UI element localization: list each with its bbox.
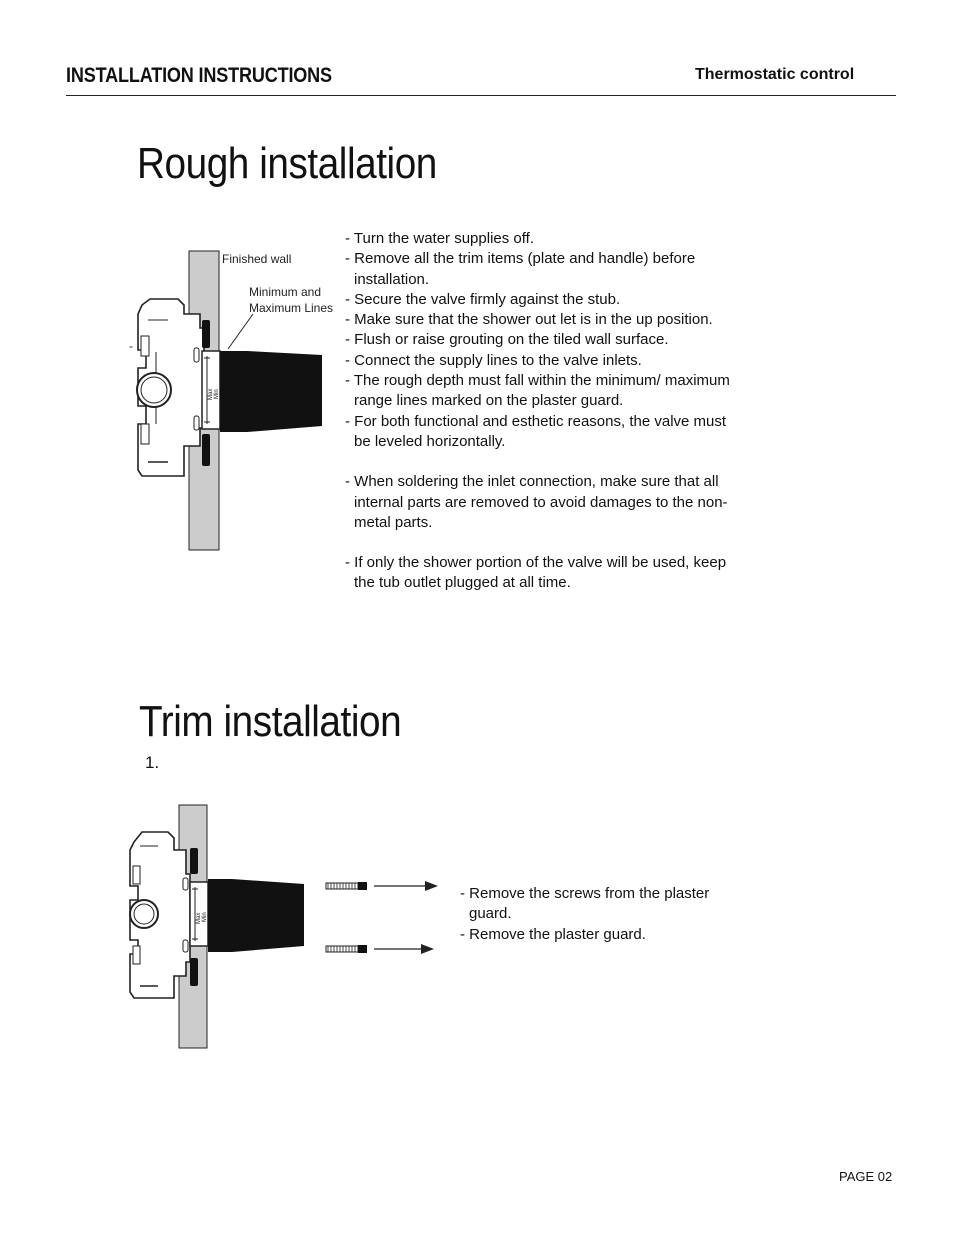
diagram-dash-mark: - xyxy=(129,339,133,353)
document-header-title: INSTALLATION INSTRUCTIONS xyxy=(66,64,332,87)
list-item: - Turn the water supplies off. xyxy=(345,230,534,247)
screw-top xyxy=(326,882,367,890)
rough-installation-diagram xyxy=(128,248,368,554)
trim-installation-steps xyxy=(460,884,720,945)
plaster-guard-stop xyxy=(202,320,210,348)
trim-installation-title: Trim installation xyxy=(139,697,402,746)
rough-installation-title: Rough installation xyxy=(137,139,437,188)
plaster-guard-stop xyxy=(190,958,198,986)
min-max-leader-line xyxy=(228,314,253,349)
valve-cartridge xyxy=(137,373,171,407)
max-line-label: Max xyxy=(208,388,214,400)
trim-installation-diagram xyxy=(124,802,444,1054)
plaster-guard-stop xyxy=(202,434,210,466)
list-item: - Remove the plaster guard. xyxy=(460,925,646,943)
header-divider xyxy=(66,95,896,96)
document-header-subtitle: Thermostatic control xyxy=(695,66,855,83)
max-line-label: Max xyxy=(196,912,202,924)
list-item: - Flush or raise grouting on the tiled wall surface. xyxy=(345,331,669,349)
min-max-label-line1: Minimum and xyxy=(249,285,322,299)
page-number: PAGE 02 xyxy=(839,1169,893,1184)
finished-wall-label: Finished wall xyxy=(222,252,292,266)
arrow-right-icon xyxy=(374,944,434,954)
arrow-right-icon xyxy=(374,881,438,891)
plaster-guard xyxy=(220,351,322,432)
list-item: - Remove the screws from the plaster guard. xyxy=(460,885,710,923)
list-item: - Remove all the trim items (plate and handle) before installation. xyxy=(345,250,696,288)
plaster-guard-stop xyxy=(190,848,198,874)
list-item: - For both functional and esthetic reasons, the valve must be leveled horizontally. xyxy=(345,412,727,450)
plaster-guard xyxy=(208,879,304,952)
list-item: - When soldering the inlet connection, make sure that all internal parts are removed to avoid damages to the non-metal parts. xyxy=(345,473,728,531)
step-number: 1. xyxy=(145,753,160,772)
rough-installation-steps xyxy=(345,229,733,594)
list-item: - Make sure that the shower out let is in the up position. xyxy=(345,311,713,329)
list-item: - If only the shower portion of the valve will be used, keep the tub outlet plugged at all time. xyxy=(345,554,727,592)
min-line-label: Min xyxy=(202,912,208,922)
min-line-label: Min xyxy=(214,389,220,399)
list-item: - The rough depth must fall within the minimum/ maximum range lines marked on the plaster guard. xyxy=(345,372,730,410)
screw-bottom xyxy=(326,945,367,953)
list-item: - Connect the supply lines to the valve inlets. xyxy=(345,351,642,369)
min-max-label-line2: Maximum Lines xyxy=(249,301,334,315)
list-item: - Secure the valve firmly against the stub. xyxy=(345,290,621,308)
